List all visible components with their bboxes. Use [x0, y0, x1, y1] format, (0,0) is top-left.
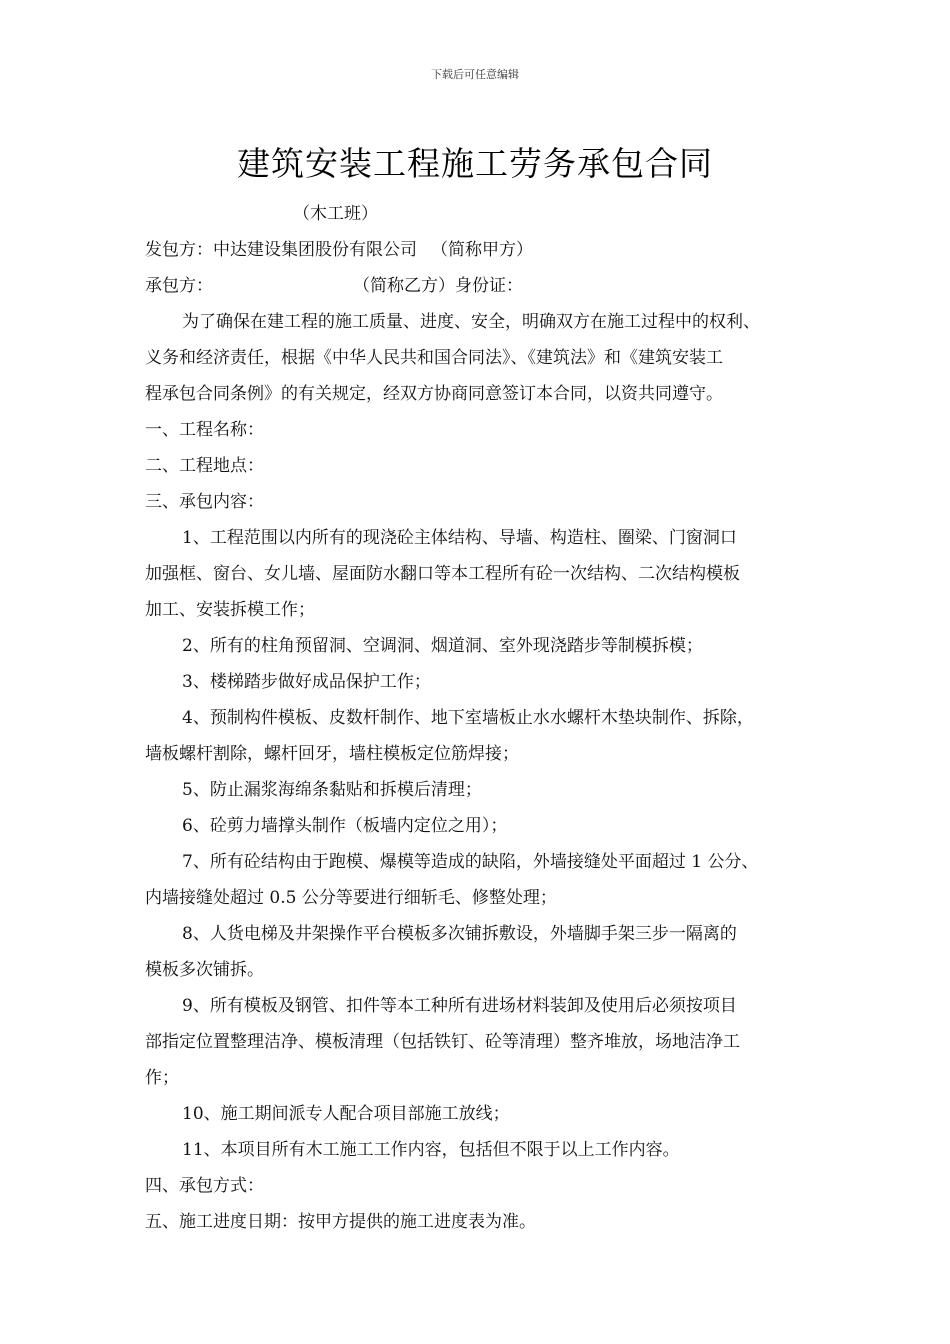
- scope-item-line: 作；: [145, 1068, 179, 1088]
- scope-item-line: 5、防止漏浆海绵条黏贴和拆模后清理；: [182, 780, 482, 800]
- scope-item-line: 6、砼剪力墙撑头制作（板墙内定位之用）；: [182, 816, 508, 836]
- section-contract-method: 四、承包方式：: [145, 1176, 264, 1196]
- scope-item-line: 9、所有模板及钢管、扣件等本工种所有进场材料装卸及使用后必须按项目: [182, 996, 737, 1016]
- party-b-alias: （简称乙方）身份证：: [353, 276, 523, 296]
- scope-item-line: 8、人货电梯及井架操作平台模板多次铺拆敷设，外墙脚手架三步一隔离的: [182, 924, 737, 944]
- party-b-label: 承包方：: [145, 276, 213, 296]
- contract-subtitle: （木工班）: [293, 204, 378, 224]
- section-scope: 三、承包内容：: [145, 492, 264, 512]
- page-header-note: 下载后可任意编辑: [431, 68, 519, 81]
- party-b-line: [145, 268, 825, 304]
- party-a-label: 发包方：: [145, 240, 213, 260]
- scope-item-line: 2、所有的柱角预留洞、空调洞、烟道洞、室外现浇踏步等制模拆模；: [182, 636, 703, 656]
- preamble-line: 义务和经济责任，根据《中华人民共和国合同法》、《建筑法》和《建筑安装工: [145, 348, 723, 368]
- contract-title: 建筑安装工程施工劳务承包合同: [237, 144, 713, 183]
- scope-item-line: 加工、安装拆模工作；: [145, 600, 315, 620]
- scope-item-line: 7、所有砼结构由于跑模、爆模等造成的缺陷，外墙接缝处平面超过 1 公分、: [182, 852, 759, 872]
- preamble-line: 为了确保在建工程的施工质量、进度、安全，明确双方在施工过程中的权利、: [182, 312, 760, 332]
- section-project-location: 二、工程地点：: [145, 456, 264, 476]
- scope-item-line: 内墙接缝处超过 0.5 公分等要进行细斩毛、修整处理；: [145, 888, 557, 908]
- party-a-line: [145, 232, 825, 268]
- scope-item-line: 模板多次铺拆。: [145, 960, 264, 980]
- scope-item-line: 加强框、窗台、女儿墙、屋面防水翻口等本工程所有砼一次结构、二次结构模板: [145, 564, 740, 584]
- scope-item-line: 1、工程范围以内所有的现浇砼主体结构、导墙、构造柱、圈梁、门窗洞口: [182, 528, 737, 548]
- contract-body: [145, 196, 825, 1240]
- section-schedule: 五、施工进度日期：按甲方提供的施工进度表为准。: [145, 1212, 536, 1232]
- scope-item-line: 墙板螺杆割除，螺杆回牙，墙柱模板定位筋焊接；: [145, 744, 519, 764]
- scope-item-line: 3、楼梯踏步做好成品保护工作；: [182, 672, 431, 692]
- scope-item-line: 部指定位置整理洁净、模板清理（包括铁钉、砼等清理）整齐堆放，场地洁净工: [145, 1032, 740, 1052]
- section-project-name: 一、工程名称：: [145, 420, 264, 440]
- scope-item-line: 4、预制构件模板、皮数杆制作、地下室墙板止水水螺杆木垫块制作、拆除，: [182, 708, 754, 728]
- party-a-alias: （简称甲方）: [431, 240, 533, 260]
- party-a-name: 中达建设集团股份有限公司: [213, 240, 417, 260]
- preamble-line: 程承包合同条例》的有关规定，经双方协商同意签订本合同，以资共同遵守。: [145, 384, 723, 404]
- scope-item-line: 10、施工期间派专人配合项目部施工放线；: [182, 1104, 510, 1124]
- scope-item-line: 11、本项目所有木工施工工作内容，包括但不限于以上工作内容。: [182, 1140, 680, 1160]
